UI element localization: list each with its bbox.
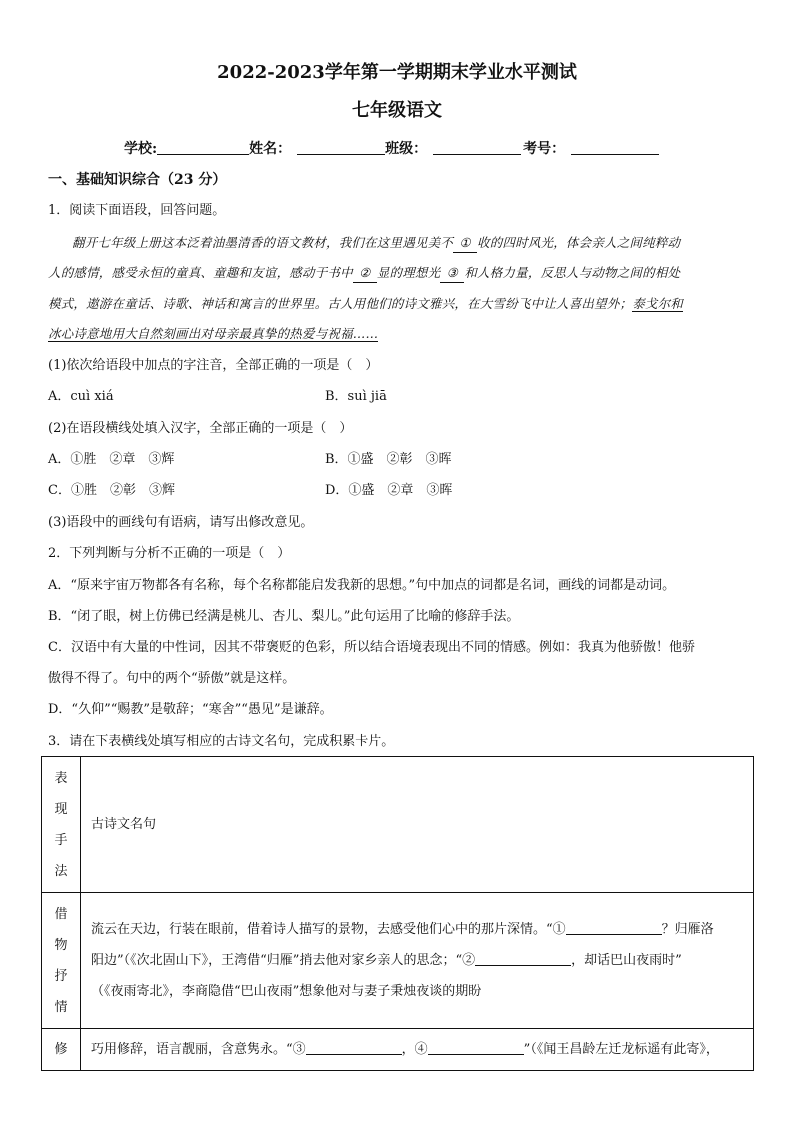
q1-sub3: (3)语段中的画线句有语病，请写出修改意见。 (48, 515, 314, 530)
technique-char: 借 (54, 906, 68, 922)
cell-line (91, 1034, 745, 1065)
answer-blank-2[interactable] (475, 952, 571, 966)
exam-title: 2022-2023学年第一学期期末学业水平测试 (217, 62, 577, 83)
cell-line (91, 976, 745, 1007)
passage-text: 翻开七年级上册这本泛着油墨清香的语文教材，我们在这里遇见美不 (72, 235, 454, 250)
cell-text: 巧用修辞，语言靓丽，含意隽永。“③ (91, 1042, 306, 1057)
q1-sub1: (1)依次给语段中加点的字注音，全部正确的一项是（ ） (48, 358, 379, 373)
cell-text: ？归雁洛 (661, 922, 714, 937)
school-field[interactable] (157, 140, 249, 155)
passage-text: 模式，遨游在童话、诗歌、神话和寓言的世界里。古人用他们的诗文雅兴，在大雪纷飞中让人喜出望外； (48, 296, 633, 311)
q1-sub2-option-a[interactable]: A．①胜 ②章 ③辉 (48, 452, 175, 467)
header-column-cell (42, 757, 81, 893)
cell-line (91, 945, 745, 976)
cell-text: ，④ (401, 1042, 428, 1057)
passage-text: 和人格力量，反思人与动物之间的相处 (464, 265, 681, 280)
q1-sub1-option-a[interactable]: A．cuì xiá (48, 389, 114, 404)
header-char: 表 (54, 770, 68, 786)
passage-blank-1: ① (453, 234, 477, 253)
passage-line-1 (48, 234, 772, 253)
passage-text: 人的感情，感受永恒的童真、童趣和友谊，感动于书中 (48, 265, 353, 280)
passage-line-2 (48, 264, 748, 283)
q1-sub1-option-b[interactable]: B．suì jiā (325, 389, 387, 404)
cell-line (91, 914, 745, 945)
q1-sub2-option-c[interactable]: C．①胜 ②彰 ③辉 (48, 483, 175, 498)
header-char: 现 (54, 801, 68, 817)
exam-no-label: 考号： (523, 141, 566, 157)
exam-no-field[interactable] (571, 140, 659, 155)
answer-blank-3[interactable] (306, 1041, 402, 1055)
q1-sub2: (2)在语段横线处填入汉字，全部正确的一项是（ ） (48, 421, 353, 436)
passage-underlined-text: 冰心诗意地用大自然刻画出对母亲最真挚的热爱与祝福…… (48, 326, 379, 341)
technique-cell (42, 893, 81, 1029)
technique-char: 抒 (54, 968, 68, 984)
passage-blank-2: ② (353, 264, 377, 283)
poetry-card-table (41, 756, 754, 1071)
header-text: 古诗文名句 (91, 817, 157, 832)
name-field[interactable] (297, 140, 385, 155)
cell-text: 流云在天边，行装在眼前，借着诗人描写的景物，去感受他们心中的那片深情。“① (91, 922, 566, 937)
header-text-cell (81, 757, 754, 893)
q1-stem: 1．阅读下面语段，回答问题。 (48, 203, 226, 218)
passage-line-3 (48, 295, 748, 313)
passage-text: 收的四时风光，体会亲人之间纯粹动 (477, 235, 681, 250)
q1-sub2-option-d[interactable]: D．①盛 ②章 ③晖 (325, 483, 453, 498)
name-label: 姓名： (249, 141, 292, 157)
school-label: 学校: (124, 141, 158, 157)
cell-text: （《夜雨寄北》，李商隐借“巴山夜雨”想象他对与妻子秉烛夜谈的期盼 (91, 984, 482, 999)
answer-blank-4[interactable] (428, 1041, 524, 1055)
q2-option-c[interactable]: C．汉语中有大量的中性词，因其不带褒贬的色彩，所以结合语境表现出不同的情感。例如：我真为他骄傲！他骄 (48, 640, 695, 655)
class-label: 班级： (385, 141, 428, 157)
technique-char: 物 (54, 937, 68, 953)
header-char: 手 (54, 832, 68, 848)
exam-subtitle: 七年级语文 (352, 100, 442, 121)
q3-stem: 3．请在下表横线处填写相应的古诗文名句，完成积累卡片。 (48, 734, 395, 749)
q2-option-b[interactable]: B．“闭了眼，树上仿佛已经满是桃儿、杏儿、梨儿。”此句运用了比喻的修辞手法。 (48, 609, 520, 624)
q2-option-a[interactable]: A．“原来宇宙万物都各有名称，每个名称都能启发我新的思想。”句中加点的词都是名词，画线的词都是动词。 (48, 578, 676, 593)
table-row (42, 893, 754, 1029)
header-char: 法 (54, 863, 68, 879)
passage-underlined-text: 泰戈尔和 (632, 296, 684, 311)
table-row (42, 1029, 754, 1071)
q1-sub2-option-b[interactable]: B．①盛 ②彰 ③晖 (325, 452, 452, 467)
poem-lines-cell (81, 893, 754, 1029)
class-field[interactable] (433, 140, 521, 155)
technique-char: 修 (54, 1042, 68, 1057)
cell-text: 阳边”（《次北固山下》，王湾借“归雁”捎去他对家乡亲人的思念；“② (91, 953, 476, 968)
cell-text: ”（《闻王昌龄左迁龙标遥有此寄》， (523, 1042, 719, 1057)
q2-stem: 2．下列判断与分析不正确的一项是（ ） (48, 546, 291, 561)
q2-option-c-cont: 傲得不得了。句中的两个“骄傲”就是这样。 (48, 671, 296, 686)
technique-cell (42, 1029, 81, 1071)
q2-option-d[interactable]: D．“久仰”“赐教”是敬辞；“寒舍”“愚见”是谦辞。 (48, 702, 333, 717)
technique-char: 情 (54, 999, 68, 1015)
passage-text: 显的理想光 (376, 265, 441, 280)
passage-blank-3: ③ (440, 264, 464, 283)
poem-lines-cell (81, 1029, 754, 1071)
table-header-row (42, 757, 754, 893)
section-heading: 一、基础知识综合（23 分） (48, 172, 227, 188)
cell-text: ，却话巴山夜雨时” (571, 953, 682, 968)
student-info-line (124, 138, 659, 158)
answer-blank-1[interactable] (566, 921, 662, 935)
passage-line-4 (48, 325, 748, 343)
